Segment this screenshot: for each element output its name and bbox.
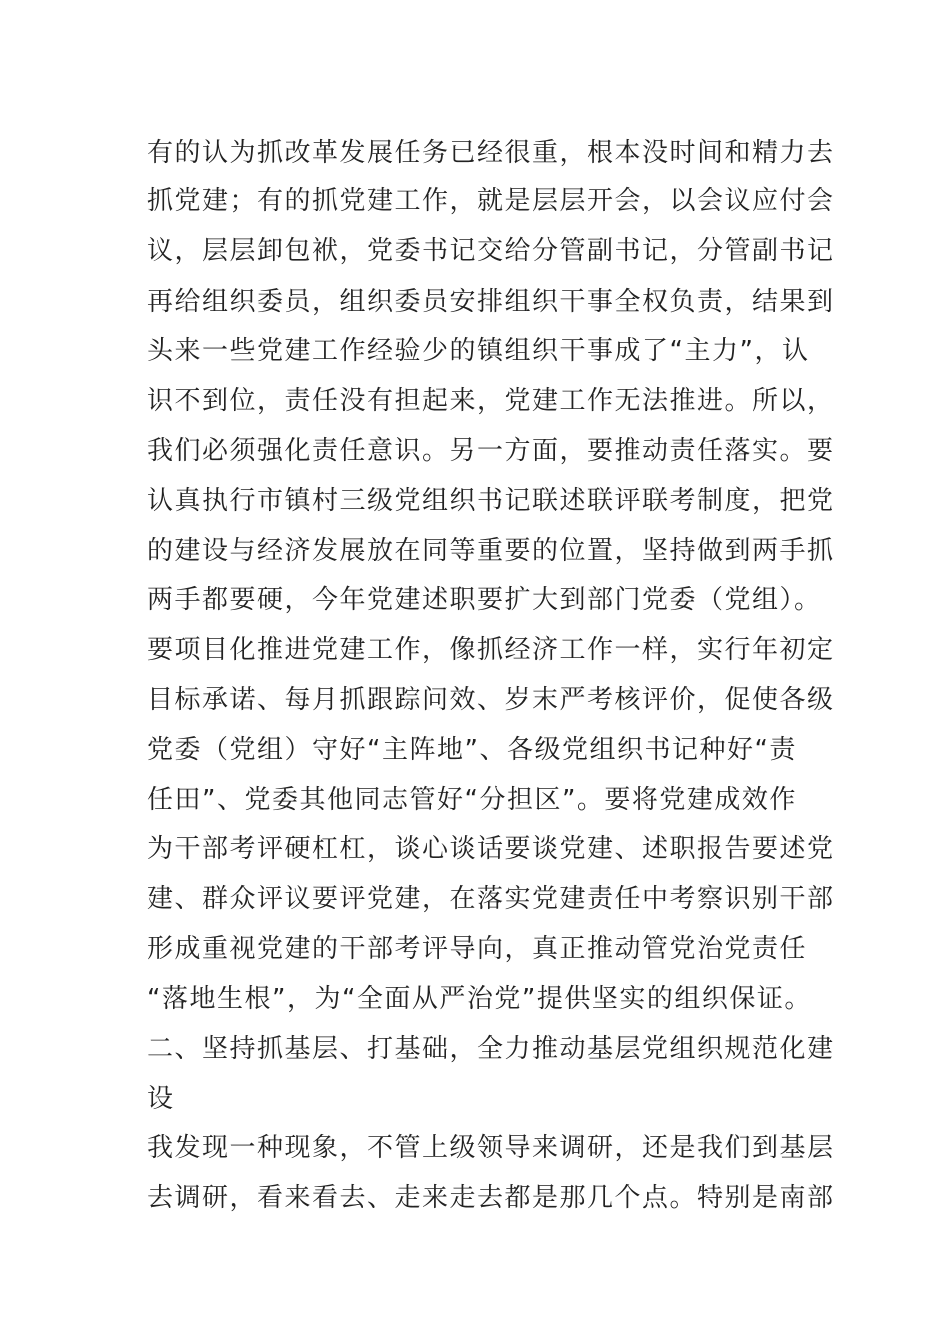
text-line: 目标承诺、每月抓跟踪问效、岁末严考核评价，促使各级 xyxy=(147,685,835,715)
text-line: 任田”、党委其他同志管好“分担区”。要将党建成效作 xyxy=(147,785,797,815)
text-line: 去调研，看来看去、走来走去都是那几个点。特别是南部 xyxy=(147,1183,835,1213)
text-line: 为干部考评硬杠杠，谈心谈话要谈党建、述职报告要述党 xyxy=(147,834,835,864)
text-line: 议，层层卸包袱，党委书记交给分管副书记，分管副书记 xyxy=(147,236,835,266)
text-line: 有的认为抓改革发展任务已经很重，根本没时间和精力去 xyxy=(147,138,835,168)
text-line: 认真执行市镇村三级党组织书记联述联评联考制度，把党 xyxy=(147,486,835,516)
text-line: 我发现一种现象，不管上级领导来调研，还是我们到基层 xyxy=(147,1133,835,1163)
text-line: 再给组织委员，组织委员安排组织干事全权负责，结果到 xyxy=(147,287,835,317)
text-line: 头来一些党建工作经验少的镇组织干事成了“主力”，认 xyxy=(147,336,810,366)
text-line: 要项目化推进党建工作，像抓经济工作一样，实行年初定 xyxy=(147,635,835,665)
text-line: 两手都要硬，今年党建述职要扩大到部门党委（党组）。 xyxy=(147,585,822,615)
text-line: 建、群众评议要评党建，在落实党建责任中考察识别干部 xyxy=(147,884,835,914)
text-line: 党委（党组）守好“主阵地”、各级党组织书记种好“责 xyxy=(147,735,797,765)
text-line: 的建设与经济发展放在同等重要的位置，坚持做到两手抓 xyxy=(147,536,835,566)
text-line: 我们必须强化责任意识。另一方面，要推动责任落实。要 xyxy=(147,436,835,466)
text-line: 识不到位，责任没有担起来，党建工作无法推进。所以， xyxy=(147,386,835,416)
text-line: 抓党建；有的抓党建工作，就是层层开会，以会议应付会 xyxy=(147,186,835,216)
text-line: 形成重视党建的干部考评导向，真正推动管党治党责任 xyxy=(147,934,808,964)
section-heading: 二、坚持抓基层、打基础，全力推动基层党组织规范化建 xyxy=(147,1034,835,1064)
text-line: “落地生根”，为“全面从严治党”提供坚实的组织保证。 xyxy=(147,984,812,1014)
section-heading-continuation: 设 xyxy=(147,1084,175,1114)
